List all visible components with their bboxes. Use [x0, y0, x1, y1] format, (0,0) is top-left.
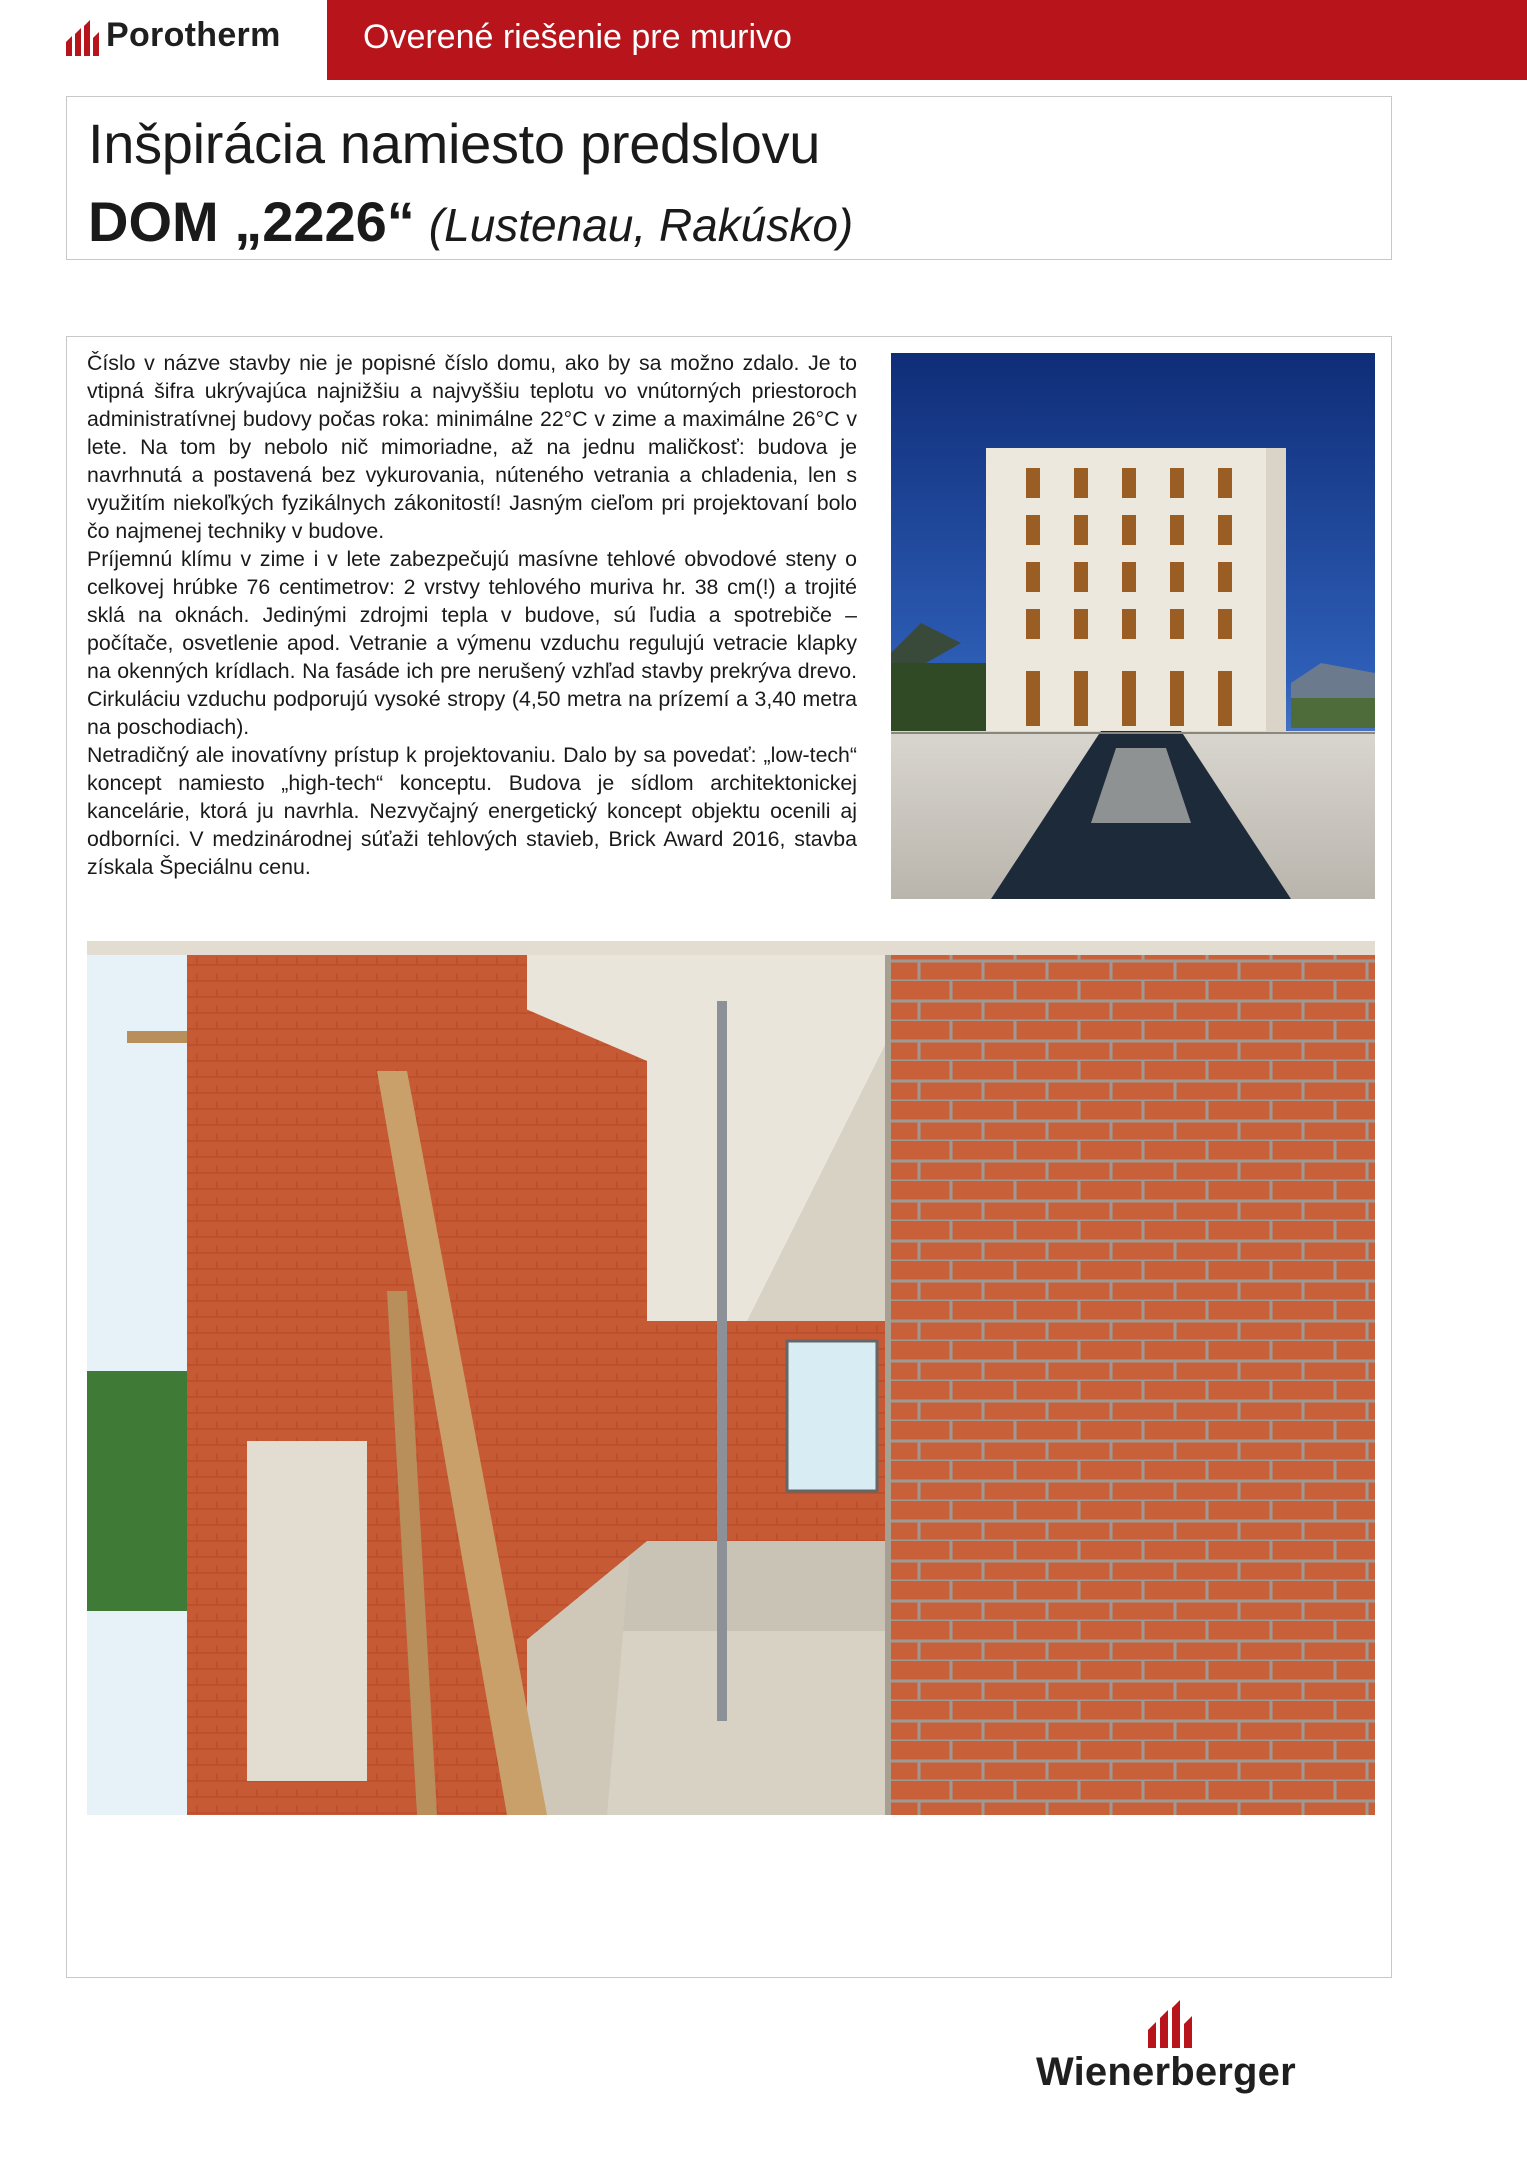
header-band	[327, 0, 1527, 80]
building-exterior-photo	[891, 353, 1375, 899]
content-frame	[66, 336, 1392, 1978]
subtitle-location: (Lustenau, Rakúsko)	[428, 199, 854, 251]
wienerberger-mark-icon	[1146, 2000, 1196, 2048]
article-body	[87, 349, 857, 881]
porotherm-brand	[0, 0, 327, 80]
title-frame	[66, 96, 1392, 260]
interior-construction-photo	[87, 941, 1375, 1815]
porotherm-logo-icon	[64, 20, 100, 56]
header-tagline: Overené riešenie pre murivo	[363, 18, 792, 56]
page-subtitle	[88, 189, 853, 254]
brand-name: Porotherm	[106, 16, 281, 54]
article-paragraph: Netradičný ale inovatívny prístup k projektovaniu. Dalo by sa povedať: „low-tech“ koncept namiesto „high-tech“ konceptu. Budova je sídlom architektonickej kancelárie, ktorá ju navrhla. Nezvyčajný energetický koncept objektu ocenili aj odborníci. V medzinárodnej súťaži tehlových stavieb, Brick Award 2016, stavba získala Špeciálnu cenu.	[87, 743, 857, 879]
article-paragraph: Číslo v názve stavby nie je popisné číslo domu, ako by sa možno zdalo. Je to vtipná šifra ukrývajúca najnižšiu a najvyššiu teplotu vo vnútorných priestoroch administratívnej budovy počas roka: minimálne 22°C v zime a maximálne 26°C v lete. Na tom by nebolo nič mimoriadne, až na jednu maličkosť: budova je navrhnutá a postavená bez vykurovania, núteného vetrania a chladenia, len s využitím niekoľkých fyzikálnych zákonitostí! Jasným cieľom pri projektovaní bolo čo najmenej techniky v budove.	[87, 351, 857, 543]
footer-brand-name: Wienerberger	[1036, 2050, 1296, 2094]
page-header	[0, 0, 1527, 80]
page-title: Inšpirácia namiesto predslovu	[88, 112, 821, 175]
subtitle-name: DOM „2226“	[88, 190, 415, 253]
article-paragraph: Príjemnú klímu v zime i v lete zabezpečujú masívne tehlové obvodové steny o celkovej hrúbke 76 centimetrov: 2 vrstvy tehlového muriva hr. 38 cm(!) a trojité sklá na oknách. Jedinými zdrojmi tepla v budove, sú ľudia a spotrebiče – počítače, osvetlenie apod. Vetranie a výmenu vzduchu regulujú vetracie klapky na okenných krídlach. Na fasáde ich pre nerušený vzhľad stavby prekrýva drevo. Cirkuláciu vzduchu podporujú vysoké stropy (4,50 metra na prízemí a 3,40 metra na poschodiach).	[87, 547, 857, 739]
wienerberger-logo	[1036, 2000, 1320, 2096]
